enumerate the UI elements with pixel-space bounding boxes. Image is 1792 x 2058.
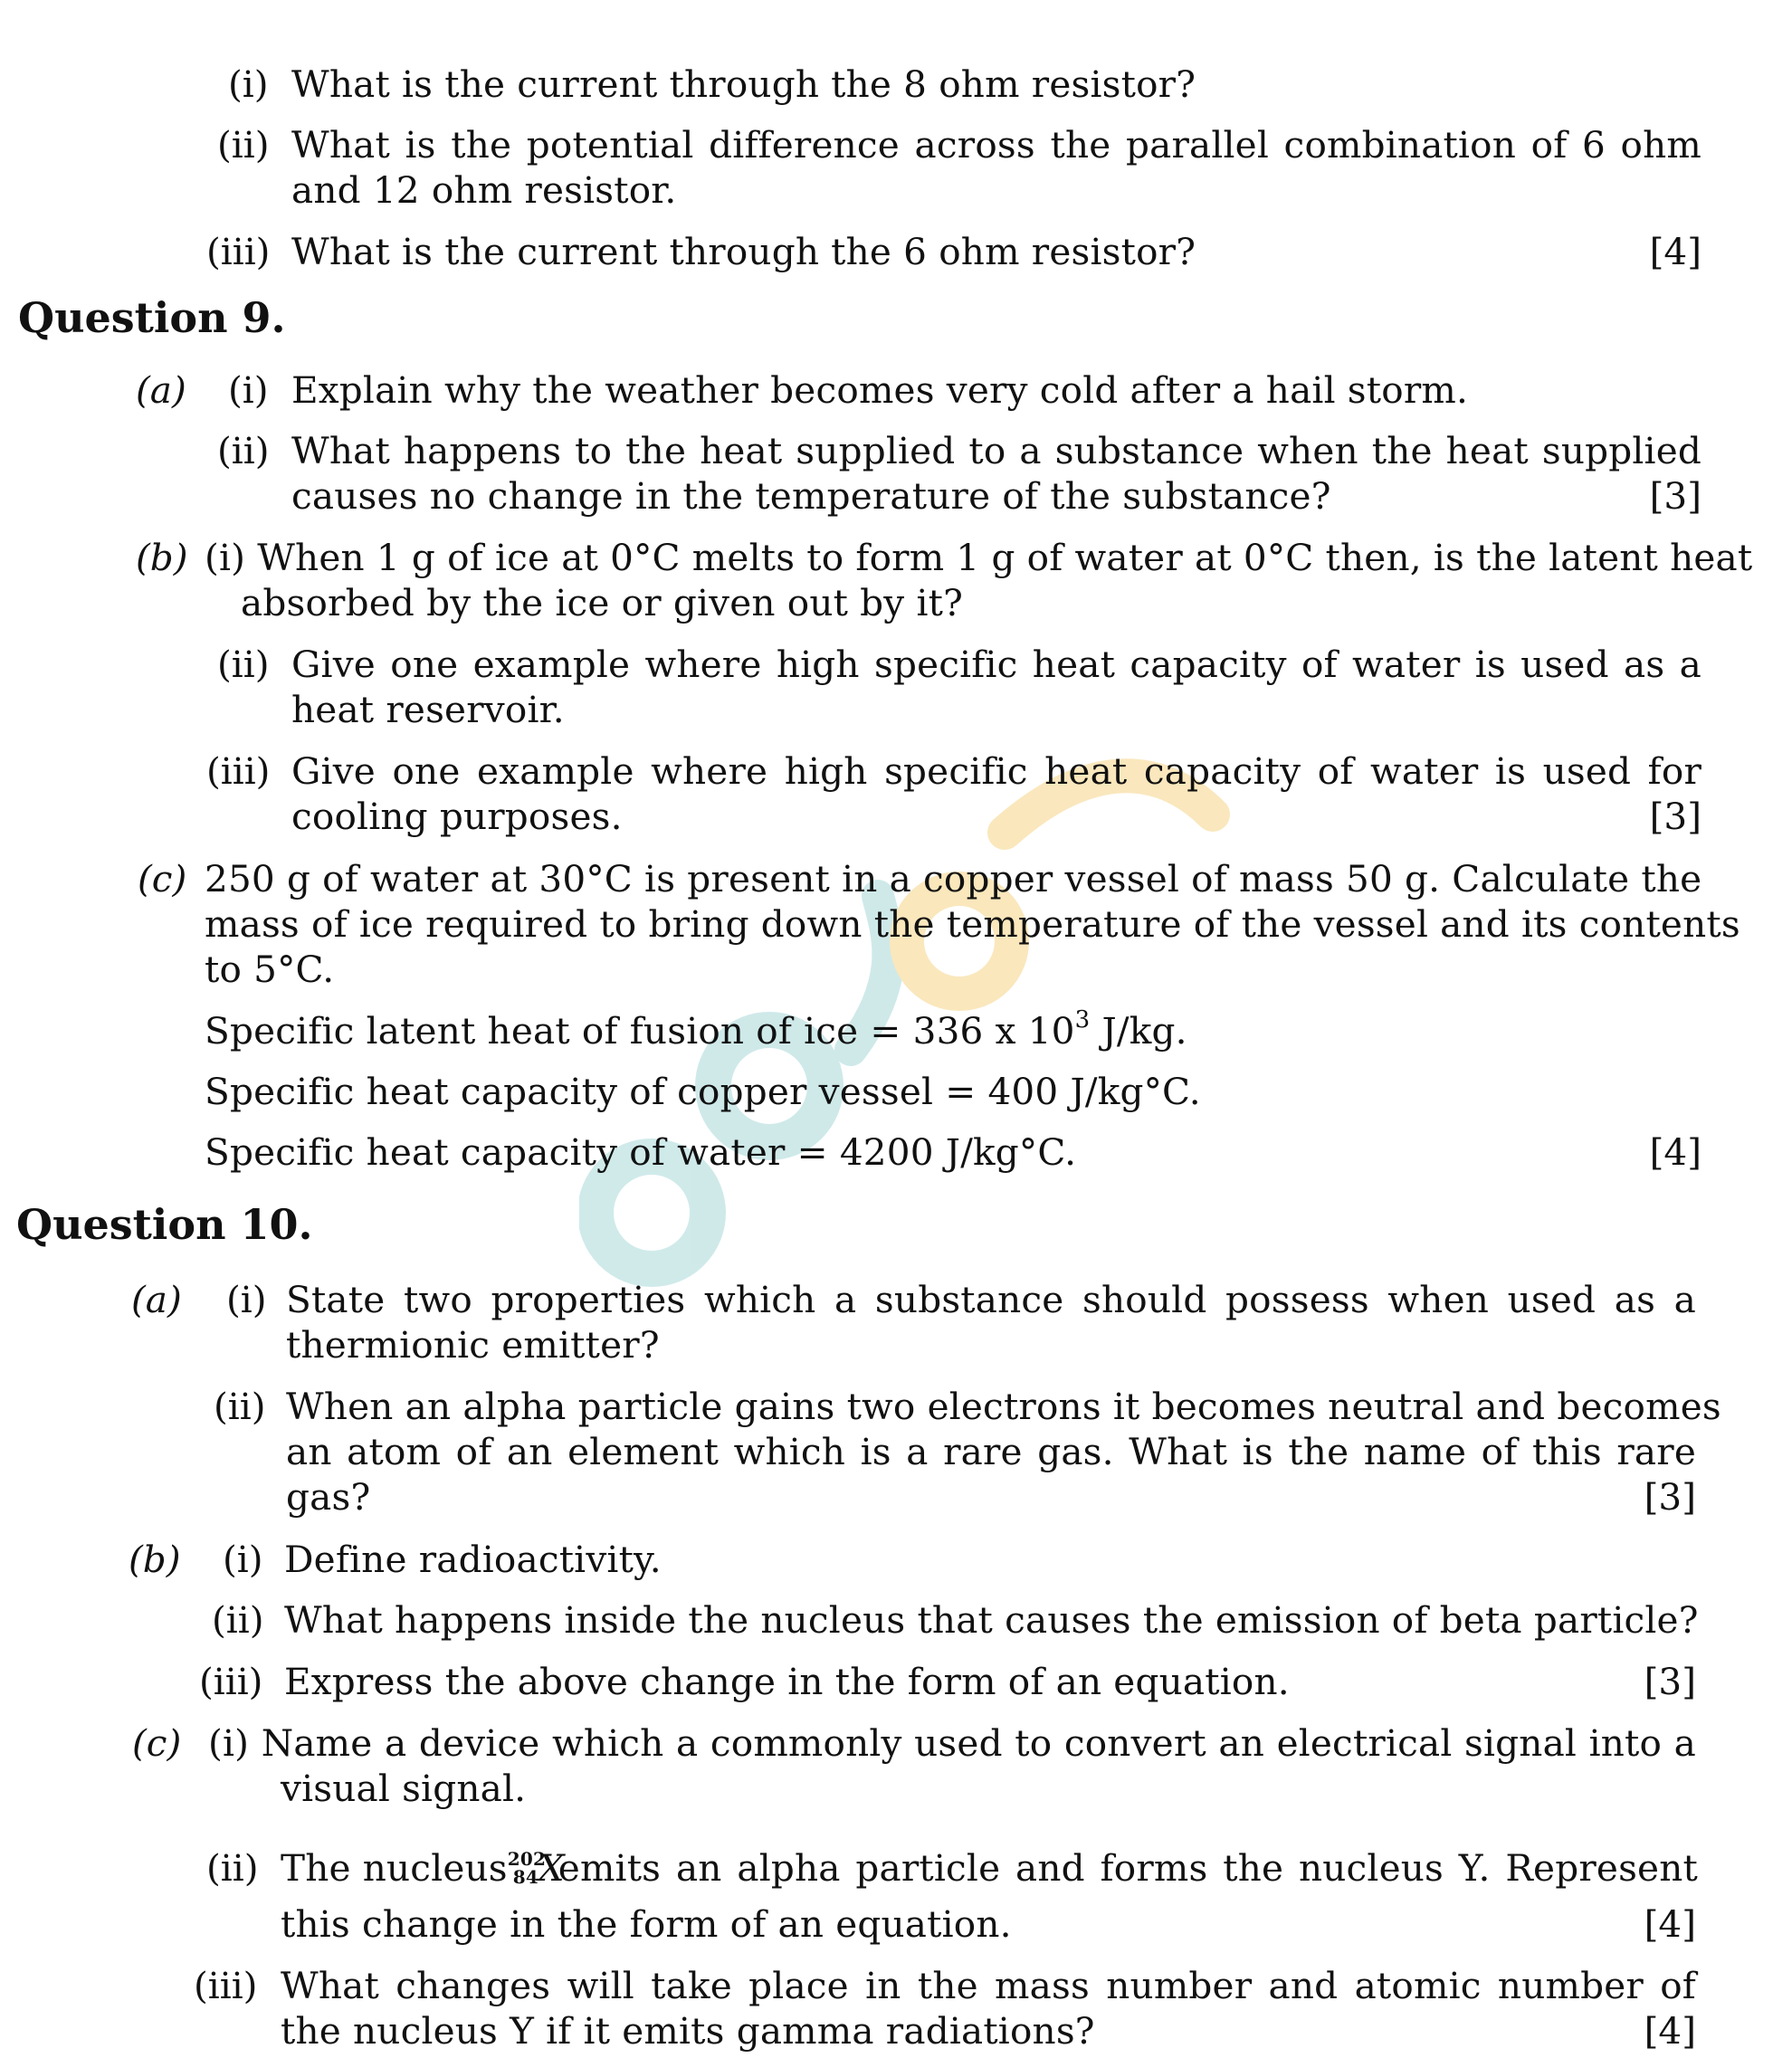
- q9-c-line3: to 5°C.: [205, 948, 335, 991]
- q9-b-i-line2: absorbed by the ice or given out by it?: [241, 581, 963, 624]
- q9-b-marks: [3]: [1649, 795, 1701, 838]
- q9-c-line1: 250 g of water at 30°C is present in a copper vessel of mass 50 g. Calculate the: [205, 857, 1702, 900]
- q10-b-i-label: (i): [223, 1538, 263, 1581]
- q9-a-i-label: (i): [228, 368, 269, 412]
- carryover-ii-line1: What is the potential difference across the parallel combination of 6 ohm: [291, 123, 1701, 167]
- q9-b-label: (b): [136, 536, 188, 579]
- q10-c-ii-post: emits an alpha particle and forms the nucleus Y. Represent: [558, 1846, 1698, 1890]
- q10-a-i-label: (i): [226, 1278, 267, 1321]
- q9-c-latent-heat: [205, 1007, 1187, 1054]
- q10-c-iii-marks: [4]: [1644, 2009, 1696, 2053]
- q10-c-i-line1: (i) Name a device which a commonly used to convert an electrical signal into a: [208, 1721, 1696, 1765]
- q9-b-iii-line2: cooling purposes.: [291, 795, 623, 838]
- q9-c-latent-exp: 3: [1074, 1006, 1091, 1034]
- q9-b-ii-line1: Give one example where high specific heat capacity of water is used as a: [291, 643, 1701, 686]
- question-9-heading: Question 9.: [18, 293, 286, 342]
- q10-c-ii-pre: The nucleus: [281, 1846, 508, 1890]
- element-symbol: X: [538, 1846, 565, 1890]
- q9-c-copper: Specific heat capacity of copper vessel = 400 J/kg°C.: [205, 1070, 1201, 1113]
- q9-b-iii-label: (iii): [206, 749, 271, 793]
- q9-b-i-line1: (i) When 1 g of ice at 0°C melts to form 1 g of water at 0°C then, is the latent heat: [205, 536, 1753, 579]
- q9-c-line2: mass of ice required to bring down the temperature of the vessel and its contents: [205, 902, 1740, 946]
- q10-a-marks: [3]: [1644, 1475, 1696, 1519]
- q10-b-iii-label: (iii): [199, 1660, 263, 1703]
- q10-a-ii-label: (ii): [214, 1385, 266, 1428]
- q10-c-iii-line1: What changes will take place in the mass number and atomic number of: [281, 1964, 1696, 2007]
- carryover-iii-label: (iii): [206, 230, 271, 273]
- q10-c-ii-line2: this change in the form of an equation.: [281, 1902, 1012, 1946]
- carryover-ii-line2: and 12 ohm resistor.: [291, 168, 677, 212]
- q9-a-i-text: Explain why the weather becomes very cold after a hail storm.: [291, 368, 1469, 412]
- q10-b-iii-text: Express the above change in the form of an equation.: [284, 1660, 1290, 1703]
- q9-c-water: Specific heat capacity of water = 4200 J/kg°C.: [205, 1130, 1077, 1174]
- q10-a-i-line1: State two properties which a substance should possess when used as a: [286, 1278, 1696, 1321]
- q9-b-ii-label: (ii): [217, 643, 270, 686]
- q9-a-ii-line2: causes no change in the temperature of the substance?: [291, 474, 1331, 518]
- q9-a-ii-line1: What happens to the heat supplied to a substance when the heat supplied: [291, 429, 1701, 472]
- q10-c-i-line2: visual signal.: [281, 1767, 527, 1810]
- q10-b-label: (b): [129, 1538, 181, 1581]
- q10-a-ii-line3: gas?: [286, 1475, 371, 1519]
- nuclide-symbol: [507, 1844, 565, 1891]
- q10-b-ii-text: What happens inside the nucleus that causes the emission of beta particle?: [284, 1598, 1699, 1642]
- q10-b-ii-label: (ii): [212, 1598, 264, 1642]
- q10-c-iii-label: (iii): [194, 1964, 258, 2007]
- q9-c-label: (c): [138, 857, 187, 900]
- q10-a-ii-line2: an atom of an element which is a rare gas. What is the name of this rare: [286, 1430, 1696, 1473]
- q10-b-marks: [3]: [1644, 1660, 1696, 1703]
- q10-a-label: (a): [131, 1278, 182, 1321]
- q9-b-iii-line1: Give one example where high specific heat capacity of water is used for: [291, 749, 1701, 793]
- q9-b-ii-line2: heat reservoir.: [291, 688, 565, 731]
- q9-c-marks: [4]: [1649, 1130, 1701, 1174]
- mass-number: 202: [507, 1848, 547, 1870]
- q10-a-i-line2: thermionic emitter?: [286, 1323, 660, 1367]
- carryover-ii-label: (ii): [217, 123, 270, 167]
- q10-c-ii-label: (ii): [206, 1846, 259, 1890]
- question-10-heading: Question 10.: [16, 1200, 313, 1249]
- q10-c-iii-line2: the nucleus Y if it emits gamma radiations?: [281, 2009, 1095, 2053]
- q9-a-label: (a): [136, 368, 186, 412]
- q10-c-ii-marks: [4]: [1644, 1902, 1696, 1946]
- q9-a-marks: [3]: [1649, 474, 1701, 518]
- carryover-marks: [4]: [1649, 230, 1701, 273]
- carryover-iii-text: What is the current through the 6 ohm resistor?: [291, 230, 1196, 273]
- carryover-i-text: What is the current through the 8 ohm resistor?: [291, 62, 1196, 106]
- q10-c-label: (c): [132, 1721, 182, 1765]
- q9-a-ii-label: (ii): [217, 429, 270, 472]
- q10-c-ii-line1: [281, 1844, 1698, 1891]
- q9-c-latent-post: J/kg.: [1090, 1009, 1187, 1053]
- atomic-number: 84: [512, 1866, 539, 1888]
- carryover-i-label: (i): [228, 62, 269, 106]
- q10-a-ii-line1: When an alpha particle gains two electrons it becomes neutral and becomes: [286, 1385, 1721, 1428]
- q10-b-i-text: Define radioactivity.: [284, 1538, 662, 1581]
- q9-c-latent-pre: Specific latent heat of fusion of ice = 336 x 10: [205, 1009, 1075, 1053]
